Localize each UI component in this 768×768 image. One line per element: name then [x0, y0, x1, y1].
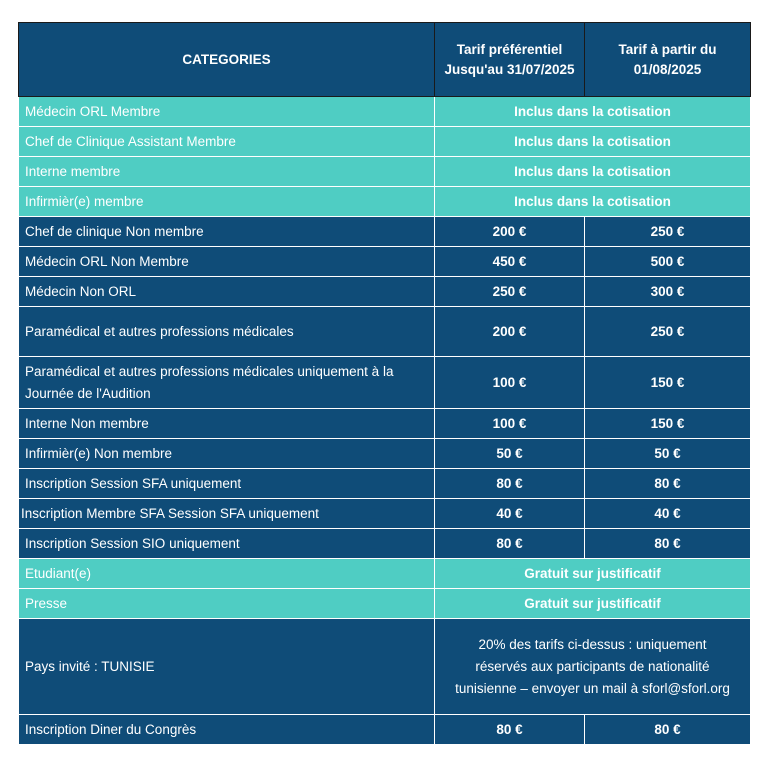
table-row [19, 217, 751, 247]
table-row [19, 97, 751, 127]
preferential-price-cell: 40 € [435, 499, 585, 529]
preferential-price-cell: 100 € [435, 357, 585, 409]
preferential-price-cell: 450 € [435, 247, 585, 277]
merged-value-cell: Inclus dans la cotisation [435, 157, 751, 187]
category-cell: Infirmièr(e) membre [19, 187, 435, 217]
category-cell: Inscription Session SFA uniquement [19, 469, 435, 499]
table-row [19, 187, 751, 217]
category-cell: Médecin Non ORL [19, 277, 435, 307]
preferential-price-cell: 250 € [435, 277, 585, 307]
table-row [19, 277, 751, 307]
preferential-price-cell: 200 € [435, 307, 585, 357]
category-cell: Inscription Membre SFA Session SFA uniquement [19, 499, 435, 529]
table-row [19, 469, 751, 499]
pricing-table [18, 22, 751, 745]
table-row [19, 409, 751, 439]
table-row [19, 247, 751, 277]
table-row [19, 499, 751, 529]
category-cell: Chef de Clinique Assistant Membre [19, 127, 435, 157]
standard-price-cell: 80 € [585, 469, 751, 499]
table-row [19, 439, 751, 469]
table-row [19, 559, 751, 589]
table-row [19, 619, 751, 715]
category-cell: Inscription Session SIO uniquement [19, 529, 435, 559]
header-preferential-rate: Tarif préférentiel Jusqu'au 31/07/2025 [435, 23, 585, 97]
category-cell: Paramédical et autres professions médicales [19, 307, 435, 357]
table-row [19, 157, 751, 187]
standard-price-cell: 40 € [585, 499, 751, 529]
standard-price-cell: 50 € [585, 439, 751, 469]
header-categories: CATEGORIES [19, 23, 435, 97]
preferential-price-cell: 50 € [435, 439, 585, 469]
standard-price-cell: 80 € [585, 715, 751, 745]
category-cell: Interne Non membre [19, 409, 435, 439]
table-row [19, 127, 751, 157]
category-cell: Pays invité : TUNISIE [19, 619, 435, 715]
preferential-price-cell: 100 € [435, 409, 585, 439]
standard-price-cell: 150 € [585, 357, 751, 409]
merged-value-cell: Inclus dans la cotisation [435, 97, 751, 127]
standard-price-cell: 250 € [585, 217, 751, 247]
preferential-price-cell: 80 € [435, 715, 585, 745]
category-cell: Médecin ORL Non Membre [19, 247, 435, 277]
standard-price-cell: 80 € [585, 529, 751, 559]
standard-price-cell: 250 € [585, 307, 751, 357]
table-row [19, 589, 751, 619]
category-cell: Etudiant(e) [19, 559, 435, 589]
preferential-price-cell: 200 € [435, 217, 585, 247]
merged-value-cell: Inclus dans la cotisation [435, 187, 751, 217]
category-cell: Inscription Diner du Congrès [19, 715, 435, 745]
merged-value-cell: Gratuit sur justificatif [435, 589, 751, 619]
category-cell: Presse [19, 589, 435, 619]
table-row [19, 357, 751, 409]
standard-price-cell: 150 € [585, 409, 751, 439]
header-rate-from: Tarif à partir du 01/08/2025 [585, 23, 751, 97]
merged-value-cell: Gratuit sur justificatif [435, 559, 751, 589]
standard-price-cell: 500 € [585, 247, 751, 277]
category-cell: Interne membre [19, 157, 435, 187]
category-cell: Paramédical et autres professions médicales uniquement à la Journée de l'Audition [19, 357, 435, 409]
merged-value-cell: 20% des tarifs ci-dessus : uniquement réservés aux participants de nationalité tunisienne – envoyer un mail à sforl@sforl.org [435, 619, 751, 715]
category-cell: Chef de clinique Non membre [19, 217, 435, 247]
category-cell: Médecin ORL Membre [19, 97, 435, 127]
merged-value-cell: Inclus dans la cotisation [435, 127, 751, 157]
preferential-price-cell: 80 € [435, 529, 585, 559]
standard-price-cell: 300 € [585, 277, 751, 307]
category-cell: Infirmièr(e) Non membre [19, 439, 435, 469]
table-row [19, 307, 751, 357]
table-row [19, 715, 751, 745]
table-header-row [19, 23, 751, 97]
table-row [19, 529, 751, 559]
preferential-price-cell: 80 € [435, 469, 585, 499]
